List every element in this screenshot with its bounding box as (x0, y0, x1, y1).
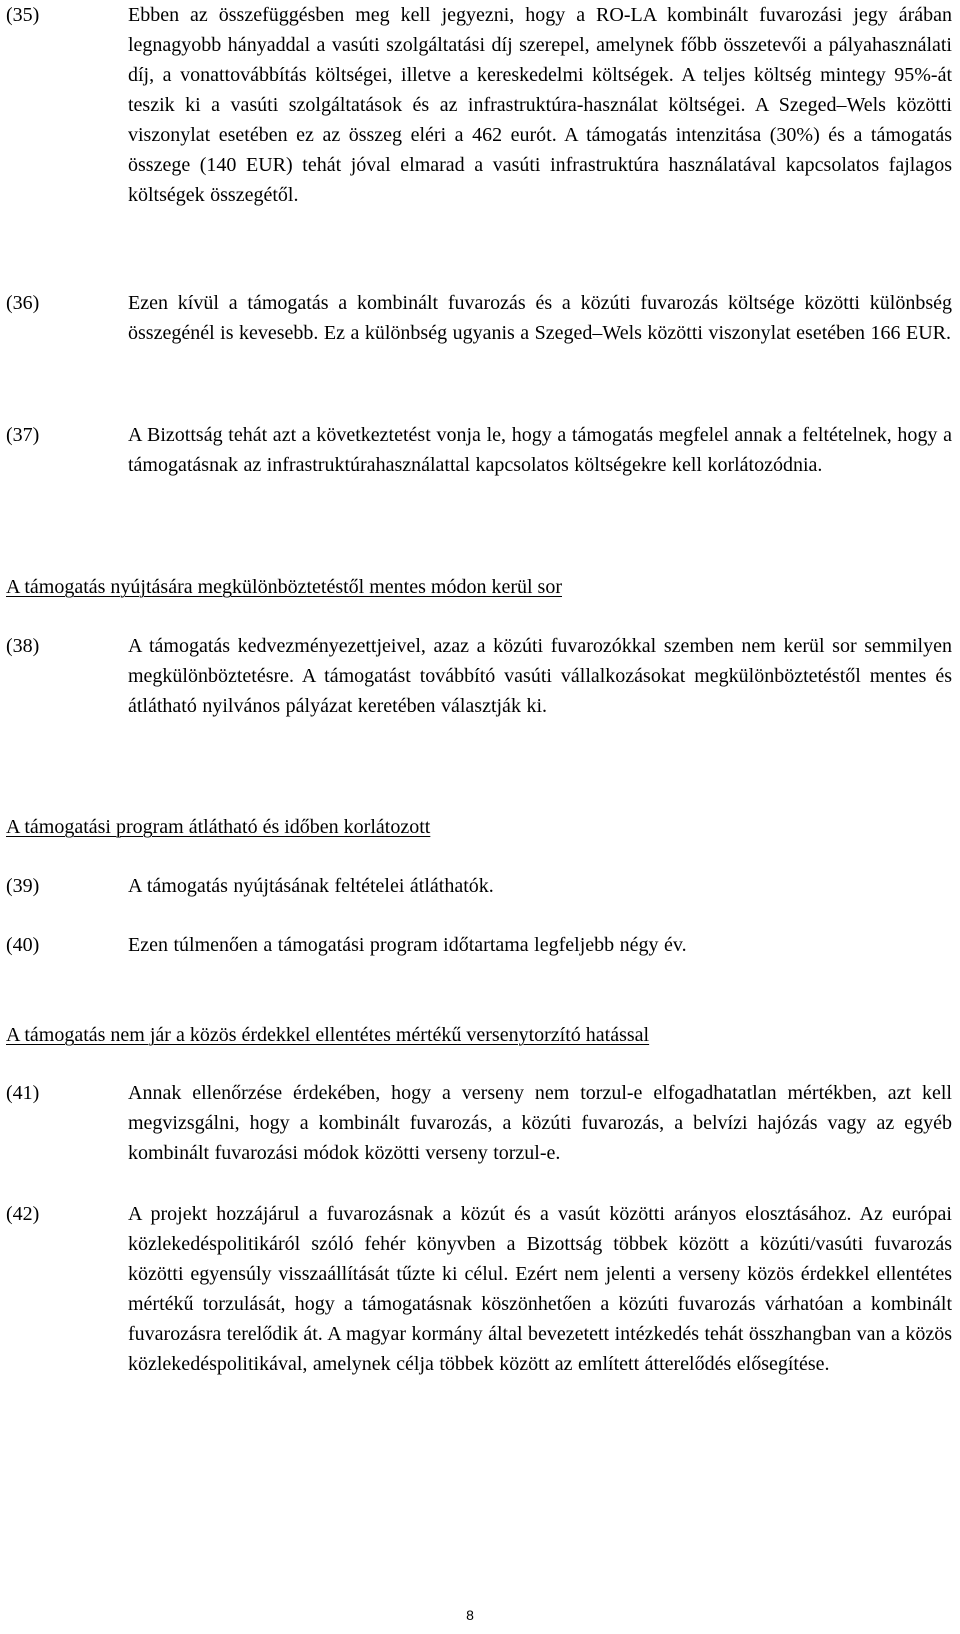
section-heading-transparency: A támogatási program átlátható és időben korlátozott (6, 816, 431, 838)
paragraph-text: A projekt hozzájárul a fuvarozásnak a közút és a vasút közötti arányos elosztásához. Az európai közlekedéspolitikáról szóló fehér könyvben a Bizottság többek között a közúti/vasúti fuvarozás közötti egyensúly visszaállítását tűzte ki célul. Ezért nem jelenti a verseny közös érdekkel ellentétes mértékű torzulását, hogy a támogatásnak köszönhetően a közúti fuvarozás várhatóan a kombinált fuvarozásra terelődik át. A magyar kormány által bevezetett intézkedés tehát összhangban van a közös közlekedéspolitikával, amelynek célja többek között az említett átterelődés elősegítése. (128, 1203, 952, 1375)
paragraph-text: A támogatás nyújtásának feltételei átláthatók. (128, 875, 494, 897)
paragraph-number: (35) (6, 4, 40, 26)
paragraph-number: (40) (6, 934, 40, 956)
paragraph-text: A támogatás kedvezményezettjeivel, azaz a közúti fuvarozókkal szemben nem kerül sor semmilyen megkülönböztetésre. A támogatást továbbító vasúti vállalkozásokat megkülönböztetéstől mentes és átlátható nyilvános pályázat keretében választják ki. (128, 635, 952, 717)
section-heading-non-discrimination: A támogatás nyújtására megkülönböztetéstől mentes módon kerül sor (6, 576, 562, 598)
paragraph-text: Ezen kívül a támogatás a kombinált fuvarozás és a közúti fuvarozás költsége közötti különbség összegénél is kevesebb. Ez a különbség ugyanis a Szeged–Wels közötti viszonylat esetében 166 EUR. (128, 292, 952, 344)
section-heading-competition: A támogatás nem jár a közös érdekkel ellentétes mértékű versenytorzító hatással (6, 1024, 650, 1046)
paragraph-text: Ezen túlmenően a támogatási program időtartama legfeljebb négy év. (128, 934, 687, 956)
paragraph-number: (36) (6, 292, 40, 314)
paragraph-number: (41) (6, 1082, 40, 1104)
paragraph-text: Ebben az összefüggésben meg kell jegyezni, hogy a RO-LA kombinált fuvarozási jegy árában legnagyobb hányaddal a vasúti szolgáltatási díj szerepel, amelynek főbb összetevői a pályahasználati díj, a vonattovábbítás költségei, illetve a kereskedelmi költségek. A teljes költség mintegy 95%-át teszik ki a vasúti szolgáltatások és az infrastruktúra-használat költségei. A Szeged–Wels közötti viszonylat esetében ez az összeg eléri a 462 eurót. A támogatás intenzitása (30%) és a támogatás összege (140 EUR) tehát jóval elmarad a vasúti infrastruktúra használatával kapcsolatos fajlagos költségek összegétől. (128, 4, 952, 206)
paragraph-number: (42) (6, 1203, 40, 1225)
paragraph-text: Annak ellenőrzése érdekében, hogy a verseny nem torzul-e elfogadhatatlan mértékben, azt kell megvizsgálni, hogy a kombinált fuvarozás, a közúti fuvarozás, a belvízi hajózás vagy az egyéb kombinált fuvarozási módok közötti verseny torzul-e. (128, 1082, 952, 1164)
paragraph-number: (38) (6, 635, 40, 657)
paragraph-number: (37) (6, 424, 40, 446)
paragraph-text: A Bizottság tehát azt a következtetést vonja le, hogy a támogatás megfelel annak a feltételnek, hogy a támogatásnak az infrastruktúrahasználattal kapcsolatos költségekre kell korlátozódnia. (128, 424, 952, 476)
page-number: 8 (466, 1607, 474, 1623)
paragraph-number: (39) (6, 875, 40, 897)
